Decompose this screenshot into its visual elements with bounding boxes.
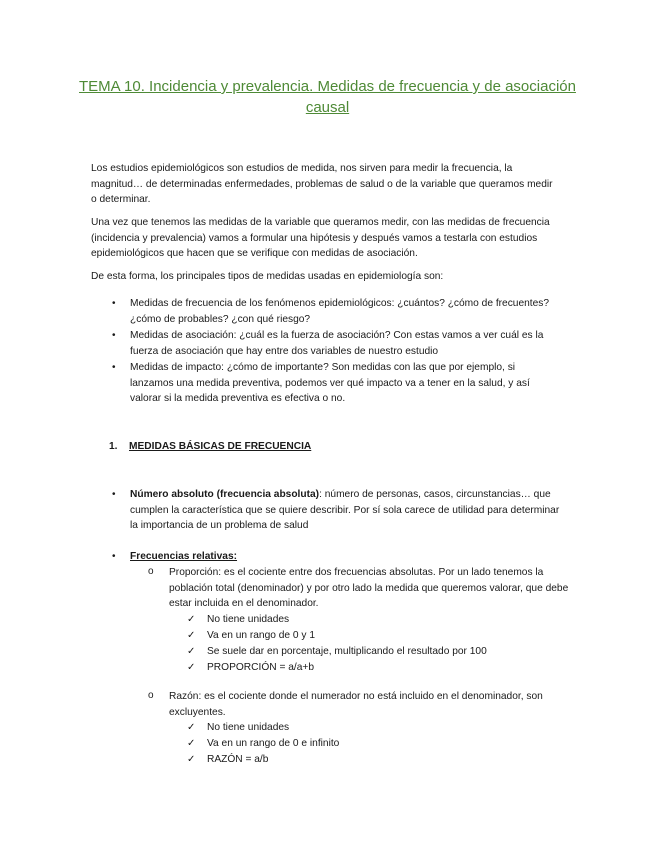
section-title: MEDIDAS BÁSICAS DE FRECUENCIA — [129, 441, 312, 452]
ratio-check-2: Va en un rango de 0 e infinito — [207, 738, 340, 749]
ratio-text: Razón: es el cociente donde el numerador no está incluido en el denominador, son excluyentes. — [169, 691, 543, 718]
list-item-text: Medidas de frecuencia de los fenómenos epidemiológicos: ¿cuántos? ¿cómo de frecuentes? ¿cómo de probables? ¿con qué riesgo? — [130, 298, 550, 325]
check-icon: ✓ — [187, 614, 196, 625]
list-item — [0, 360, 560, 407]
proportion-check-4: PROPORCIÓN = a/a+b — [207, 662, 315, 673]
absolute-term: Número absoluto (frecuencia absoluta) — [130, 489, 320, 500]
section-heading — [109, 439, 311, 454]
section-number: 1. — [109, 441, 118, 452]
proportion-check-2: Va en un rango de 0 y 1 — [207, 630, 315, 641]
check-icon: ✓ — [187, 738, 196, 749]
check-icon: ✓ — [187, 630, 196, 641]
ratio-check-1: No tiene unidades — [207, 722, 290, 733]
check-icon: ✓ — [187, 646, 196, 657]
proportion-check-3: Se suele dar en porcentaje, multiplicando el resultado por 100 — [207, 646, 487, 657]
page-title: TEMA 10. Incidencia y prevalencia. Medidas de frecuencia y de asociación causal — [79, 78, 576, 116]
absolute-text: : número de personas, casos, circunstancias… que cumplen la característica que se quiere describir. Por sí sola carece de utilidad para determinar la importancia de un problema de salud — [130, 489, 560, 531]
check-icon: ✓ — [187, 754, 196, 765]
absolute-frequency-list — [0, 487, 655, 535]
bullet-icon: • — [112, 489, 116, 500]
ratio-check-3: RAZÓN = a/b — [207, 754, 269, 765]
bullet-icon: • — [112, 330, 116, 341]
proportion-check-1: No tiene unidades — [207, 614, 290, 625]
bullet-icon: • — [112, 298, 116, 309]
intro-paragraph-1: Los estudios epidemiológicos son estudios de medida, nos sirven para medir la frecuencia, la magnitud… de determinadas enfermedades, problemas de salud o de la variable que queramos medir o determinar. — [91, 163, 553, 205]
list-item — [0, 328, 560, 359]
list-item-text: Medidas de impacto: ¿cómo de importante? Son medidas con las que por ejemplo, si lanzamos una medida preventiva, podemos ver qué impacto va a tener en la salud, y así valorar si la medida preventiva es efectiva o no. — [130, 362, 530, 404]
list-item — [0, 296, 560, 327]
circle-bullet-icon: o — [148, 690, 154, 701]
relative-frequency-list — [0, 549, 655, 566]
bullet-icon: • — [112, 551, 116, 562]
bullet-icon: • — [112, 362, 116, 373]
check-icon: ✓ — [187, 722, 196, 733]
proportion-text: Proporción: es el cociente entre dos frecuencias absolutas. Por un lado tenemos la población total (denominador) y por otro lado la medida que queremos valorar, que debe estar incluida en el denominador. — [169, 567, 569, 609]
check-icon: ✓ — [187, 662, 196, 673]
circle-bullet-icon: o — [148, 566, 154, 577]
intro-paragraph-2: Una vez que tenemos las medidas de la variable que queramos medir, con las medidas de frecuencia (incidencia y prevalencia) vamos a formular una hipótesis y después vamos a testarla con estudios epidemiológicos que hacen que se verifique con medidas de asociación. — [91, 217, 550, 259]
measure-types-list — [0, 296, 655, 408]
list-item-text: Medidas de asociación: ¿cuál es la fuerza de asociación? Con estas vamos a ver cuál es la fuerza de asociación que hay entre dos variables de nuestro estudio — [130, 330, 544, 357]
intro-paragraph-3: De esta forma, los principales tipos de medidas usadas en epidemiología son: — [91, 271, 444, 282]
relative-term: Frecuencias relativas: — [130, 551, 238, 562]
list-item — [0, 549, 560, 565]
list-item — [0, 487, 560, 534]
